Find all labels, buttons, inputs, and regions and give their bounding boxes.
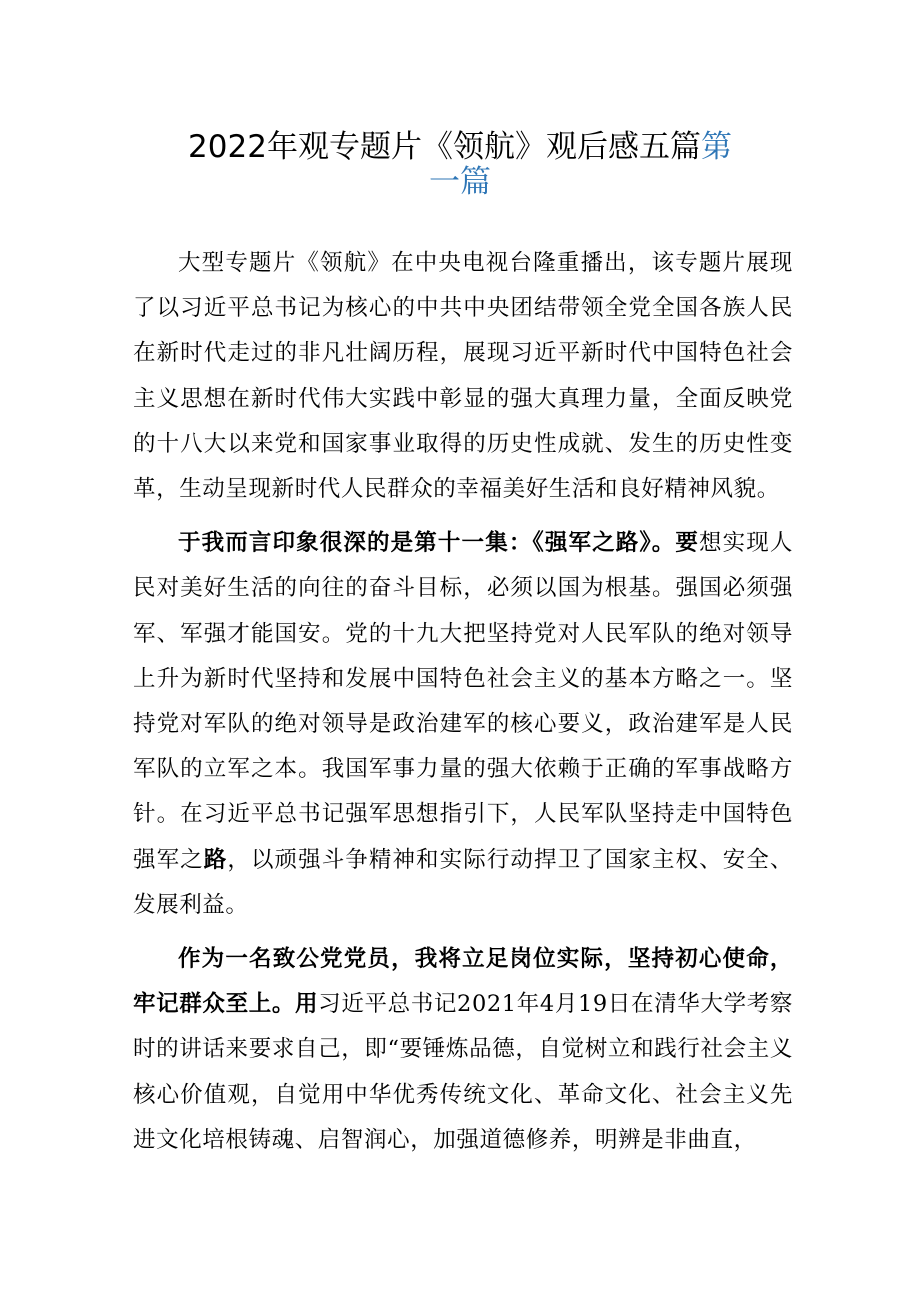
document-title-line-2 bbox=[0, 157, 920, 207]
paragraph-2-text-b: ，以顽强斗争精神和实际行动捍卫了国家主权、安全、发展利益。 bbox=[133, 846, 793, 918]
paragraph-3 bbox=[133, 937, 793, 1163]
paragraph-2 bbox=[133, 521, 793, 928]
paragraph-2-bold-mid: 路 bbox=[203, 846, 228, 873]
document-body bbox=[133, 241, 793, 1163]
title-accent-second: 一篇 bbox=[429, 164, 491, 200]
paragraph-2-text-a: 想实现人民对美好生活的向往的奋斗目标，必须以国为根基。强国必须强军、军强才能国安。党的十九大把坚持党对人民军队的绝对领导上升为新时代坚持和发展中国特色社会主义的基本方略之一。坚持党对军队的绝对领导是政治建军的核心要义，政治建军是人民军队的立军之本。我国军事力量的强大依赖于正确的军事战略方针。在习近平总书记强军思想指引下，人民军队坚持走中国特色强军之 bbox=[133, 530, 793, 873]
paragraph-2-bold-lead: 于我而言印象很深的是第十一集：《强军之路》。要 bbox=[178, 530, 699, 557]
paragraph-1 bbox=[133, 241, 793, 512]
title-accent-first: 第 bbox=[700, 129, 732, 165]
paragraph-1-text: 大型专题片《领航》在中央电视台隆重播出，该专题片展现了以习近平总书记为核心的中共中央团结带领全党全国各族人民在新时代走过的非凡壮阔历程，展现习近平新时代中国特色社会主义思想在新时代伟大实践中彰显的强大真理力量，全面反映党的十八大以来党和国家事业取得的历史性成就、发生的历史性变革，生动呈现新时代人民群众的幸福美好生活和良好精神风貌。 bbox=[133, 250, 793, 503]
paragraph-3-text-a: 习近平总书记2021年4月19日在清华大学考察时的讲话来要求自己，即“要锤炼品德，自觉树立和践行社会主义核心价值观，自觉用中华优秀传统文化、革命文化、社会主义先进文化培根铸魂、启智润心，加强道德修养，明辨是非曲直， bbox=[133, 991, 793, 1153]
title-main: 2022年观专题片《领航》观后感五篇 bbox=[188, 129, 701, 165]
paragraph-3-bold-lead: 作为一名致公党党员，我将立足岗位实际，坚持初心使命，牢记群众至上。用 bbox=[133, 946, 793, 1018]
